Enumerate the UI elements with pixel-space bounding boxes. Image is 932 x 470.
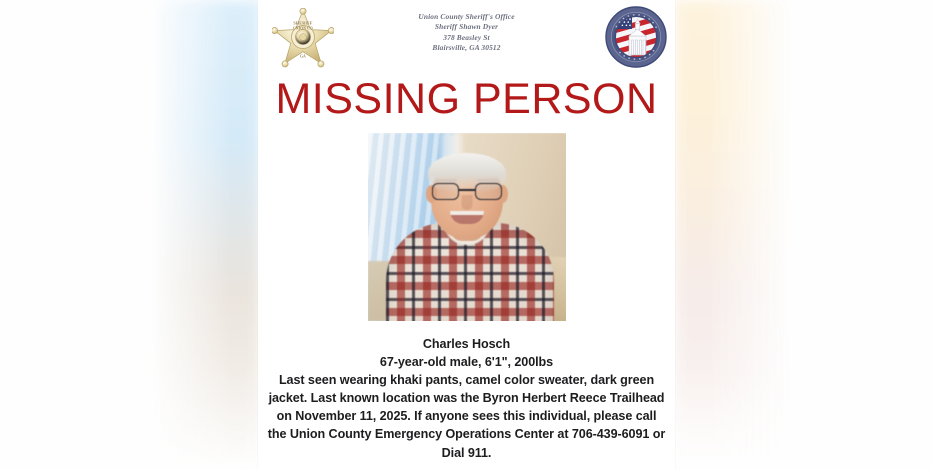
backdrop-left-gradient bbox=[150, 0, 260, 470]
photo-softening-overlay bbox=[368, 133, 566, 321]
union-county-seal-icon bbox=[605, 6, 667, 68]
backdrop-right-gradient bbox=[675, 0, 793, 470]
svg-text:GA: GA bbox=[300, 54, 306, 59]
agency-street: 378 Beasley St bbox=[443, 32, 490, 42]
physical-description: 67-year-old male, 6'1", 200lbs bbox=[379, 355, 554, 370]
details-block bbox=[266, 335, 667, 462]
page-title: MISSING PERSON bbox=[275, 75, 658, 123]
svg-text:UNION CO: UNION CO bbox=[293, 26, 313, 31]
clothing-description: Last seen wearing khaki pants, camel color sweater, dark green jacket. bbox=[268, 373, 655, 406]
agency-address-block bbox=[418, 12, 514, 54]
svg-text:SHERIFF: SHERIFF bbox=[293, 20, 313, 26]
person-name: Charles Hosch bbox=[422, 337, 511, 351]
agency-city-state-zip: Blairsville, GA 30512 bbox=[432, 43, 501, 53]
sheriff-name: Sheriff Shawn Dyer bbox=[434, 22, 499, 32]
letterhead bbox=[258, 0, 675, 74]
missing-person-flyer bbox=[258, 0, 675, 470]
sheriff-star-badge-icon bbox=[272, 8, 334, 68]
last-known-location: Last known location was the Byron Herbert Reece Trailhead on November 11, 2025. bbox=[276, 391, 665, 424]
contact-instructions: If anyone sees this individual, please call the Union County Emergency Operations Center at 706-439-6091 or Dial 911. bbox=[267, 409, 666, 460]
missing-person-photo bbox=[368, 133, 566, 321]
agency-name: Union County Sheriff's Office bbox=[418, 12, 515, 21]
